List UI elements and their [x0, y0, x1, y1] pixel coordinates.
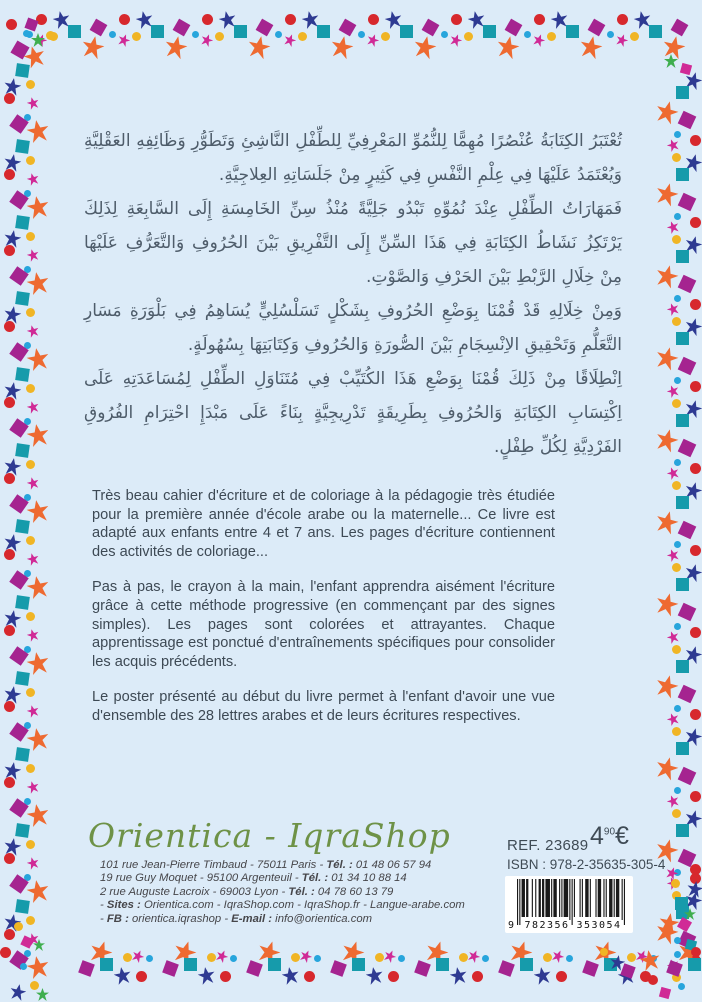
- confetti-circle-icon: [472, 971, 483, 982]
- confetti-circle-icon: [26, 384, 35, 393]
- confetti-square-icon: [676, 660, 689, 673]
- confetti-star-icon: [197, 966, 217, 986]
- confetti-square-icon: [436, 958, 449, 971]
- confetti-circle-icon: [4, 93, 15, 104]
- confetti-circle-icon: [30, 981, 39, 990]
- arabic-description: [84, 124, 622, 464]
- confetti-star-icon: [113, 966, 133, 986]
- confetti-star-icon: [26, 552, 41, 567]
- address-line: - Sites : Orientica.com - IqraShop.com - IqraShop.fr - Langue-arabe.com: [100, 899, 465, 912]
- price-whole: 4: [590, 822, 604, 850]
- address-line: 19 rue Guy Moquet - 95100 Argenteuil - Tél. : 01 34 10 88 14: [100, 872, 407, 885]
- arabic-paragraph-4: اِنْطِلَاقًا مِنْ ذَلِكَ قُمْنَا بِوَضْعِ هَذَا الكُتَيِّبْ فِي مُتَنَاوَلِ الطِّفْلِ لِمُسَاعَدَتِهِ عَلَى اِكْتِسَابِ الكِتَابَةِ وَالحُرُوفِ بِطَرِيقَةٍ تَدْرِيجِيَّةٍ بِنَاءً عَلَى مَبْدَإِ احْتِرَامِ الفُرُوقِ الفَرْدِيَّةِ لِكُلِّ طِفْلٍ.: [84, 369, 622, 457]
- confetti-circle-icon: [4, 169, 15, 180]
- confetti-circle-icon: [600, 948, 608, 956]
- confetti-square-icon: [676, 496, 689, 509]
- confetti-square-icon: [520, 958, 533, 971]
- confetti-circle-icon: [672, 645, 681, 654]
- confetti-diamond-icon: [678, 521, 697, 540]
- confetti-star-icon: [281, 966, 301, 986]
- confetti-star-icon: [495, 34, 521, 60]
- confetti-star-icon: [665, 793, 680, 808]
- confetti-circle-icon: [459, 953, 468, 962]
- confetti-square-icon: [352, 958, 365, 971]
- confetti-circle-icon: [674, 951, 681, 958]
- confetti-circle-icon: [690, 217, 701, 228]
- confetti-circle-icon: [4, 929, 15, 940]
- confetti-star-icon: [654, 673, 681, 700]
- confetti-star-icon: [36, 988, 49, 1001]
- confetti-circle-icon: [388, 971, 399, 982]
- confetti-diamond-icon: [582, 960, 599, 977]
- barcode-digit-lead: 9: [508, 920, 516, 931]
- confetti-circle-icon: [26, 460, 35, 469]
- confetti-circle-icon: [534, 14, 545, 25]
- confetti-diamond-icon: [505, 19, 523, 37]
- confetti-circle-icon: [285, 14, 296, 25]
- confetti-circle-icon: [648, 975, 658, 985]
- barcode-digit-group1: 782356: [524, 920, 570, 931]
- arabic-paragraph-2: فَمَهَارَاتُ الطِّفْلِ عِنْدَ نُمُوِّهِ تَبْدُو جَلِيَّةً مُنْذُ سِنِّ الخَامِسَةِ إِلَى السَّابِعَةِ لِذَلِكَ يَرْتَكِزُ نَشَاطُ الكِتَابَةِ فِي هَذَا السِّنِّ إِلَى التَّفْرِيقِ بَيْنَ الحُرُوفِ وَالتَّعَرُّفِ عَلَيْهَا مِنْ خِلَالِ الرَّبْطِ بَيْنَ الحَرْفِ وَالصَّوْتِ.: [84, 199, 622, 287]
- confetti-star-icon: [550, 948, 566, 964]
- confetti-circle-icon: [230, 955, 237, 962]
- confetti-circle-icon: [207, 953, 216, 962]
- confetti-square-icon: [100, 958, 113, 971]
- confetti-circle-icon: [0, 947, 11, 958]
- confetti-star-icon: [449, 966, 469, 986]
- confetti-star-icon: [365, 966, 385, 986]
- confetti-circle-icon: [672, 235, 681, 244]
- confetti-diamond-icon: [414, 960, 431, 977]
- confetti-star-icon: [26, 400, 41, 415]
- confetti-circle-icon: [672, 809, 681, 818]
- confetti-square-icon: [676, 332, 689, 345]
- confetti-star-icon: [665, 629, 680, 644]
- confetti-star-icon: [9, 983, 28, 1002]
- confetti-star-icon: [654, 509, 681, 536]
- confetti-diamond-icon: [678, 193, 697, 212]
- confetti-circle-icon: [674, 377, 681, 384]
- confetti-diamond-icon: [678, 357, 697, 376]
- confetti-square-icon: [15, 139, 30, 154]
- confetti-circle-icon: [20, 963, 27, 970]
- confetti-square-icon: [676, 168, 689, 181]
- confetti-star-icon: [26, 856, 41, 871]
- address-line: 2 rue Auguste Lacroix - 69003 Lyon - Tél. : 04 78 60 13 79: [100, 885, 394, 898]
- confetti-diamond-icon: [162, 960, 179, 977]
- confetti-circle-icon: [314, 955, 321, 962]
- confetti-diamond-icon: [671, 19, 689, 37]
- confetti-star-icon: [665, 219, 680, 234]
- confetti-square-icon: [676, 824, 689, 837]
- confetti-star-icon: [654, 181, 681, 208]
- price-cents: 90: [603, 826, 616, 838]
- confetti-square-icon: [15, 823, 30, 838]
- confetti-circle-icon: [627, 953, 636, 962]
- confetti-star-icon: [664, 54, 678, 68]
- confetti-star-icon: [665, 711, 680, 726]
- confetti-diamond-icon: [498, 960, 515, 977]
- confetti-diamond-icon: [678, 767, 697, 786]
- confetti-star-icon: [448, 32, 463, 47]
- confetti-circle-icon: [375, 953, 384, 962]
- confetti-diamond-icon: [678, 439, 697, 458]
- confetti-star-icon: [26, 780, 41, 795]
- confetti-circle-icon: [690, 381, 701, 392]
- confetti-circle-icon: [674, 705, 681, 712]
- confetti-square-icon: [68, 25, 81, 38]
- confetti-circle-icon: [26, 840, 35, 849]
- publisher-logo: Orientica - IqraShop: [88, 816, 451, 855]
- confetti-star-icon: [665, 547, 680, 562]
- confetti-circle-icon: [674, 213, 681, 220]
- confetti-star-icon: [282, 32, 297, 47]
- confetti-circle-icon: [26, 612, 35, 621]
- confetti-circle-icon: [674, 541, 681, 548]
- confetti-star-icon: [654, 427, 681, 454]
- address-line: - FB : orientica.iqrashop - E-mail : info@orientica.com: [100, 912, 373, 925]
- confetti-star-icon: [661, 34, 687, 60]
- confetti-circle-icon: [136, 971, 147, 982]
- confetti-square-icon: [184, 958, 197, 971]
- confetti-square-icon: [15, 519, 30, 534]
- confetti-diamond-icon: [256, 19, 274, 37]
- confetti-circle-icon: [547, 32, 556, 41]
- confetti-star-icon: [80, 34, 106, 60]
- confetti-circle-icon: [441, 31, 448, 38]
- confetti-circle-icon: [26, 916, 35, 925]
- confetti-star-icon: [365, 32, 380, 47]
- confetti-star-icon: [665, 465, 680, 480]
- confetti-circle-icon: [690, 463, 701, 474]
- confetti-diamond-icon: [246, 960, 263, 977]
- confetti-circle-icon: [672, 481, 681, 490]
- confetti-star-icon: [116, 32, 131, 47]
- confetti-circle-icon: [674, 131, 681, 138]
- confetti-diamond-icon: [678, 275, 697, 294]
- french-paragraph-2: Pas à pas, le crayon à la main, l'enfant apprendra aisément l'écriture grâce à cette méthode progressive (en commençant par des signes simples). Les pages sont colorées et attrayantes. Chaque apprentissage est ponctué d'entraînements spécifiques pour consolider les acquis précédents.: [92, 579, 555, 670]
- confetti-circle-icon: [132, 32, 141, 41]
- confetti-circle-icon: [4, 473, 15, 484]
- confetti-circle-icon: [398, 955, 405, 962]
- confetti-circle-icon: [26, 156, 35, 165]
- confetti-circle-icon: [26, 308, 35, 317]
- confetti-star-icon: [665, 137, 680, 152]
- confetti-star-icon: [26, 248, 41, 263]
- confetti-circle-icon: [275, 31, 282, 38]
- confetti-star-icon: [531, 32, 546, 47]
- confetti-star-icon: [654, 345, 681, 372]
- confetti-square-icon: [151, 25, 164, 38]
- confetti-circle-icon: [690, 791, 701, 802]
- confetti-star-icon: [26, 628, 41, 643]
- confetti-diamond-icon: [678, 685, 697, 704]
- confetti-circle-icon: [304, 971, 315, 982]
- confetti-star-icon: [130, 948, 146, 964]
- confetti-circle-icon: [6, 19, 17, 30]
- confetti-circle-icon: [674, 459, 681, 466]
- confetti-square-icon: [15, 747, 30, 762]
- confetti-star-icon: [163, 34, 189, 60]
- confetti-circle-icon: [291, 953, 300, 962]
- confetti-star-icon: [298, 948, 314, 964]
- confetti-star-icon: [533, 966, 553, 986]
- confetti-circle-icon: [26, 536, 35, 545]
- french-paragraph-3: Le poster présenté au début du livre permet à l'enfant d'avoir une vue d'ensemble des 28 lettres arabes et de leurs écritures respectives.: [92, 689, 555, 724]
- confetti-star-icon: [638, 948, 661, 971]
- confetti-square-icon: [649, 25, 662, 38]
- confetti-circle-icon: [202, 14, 213, 25]
- confetti-square-icon: [15, 63, 30, 78]
- confetti-circle-icon: [674, 937, 681, 944]
- confetti-circle-icon: [4, 625, 15, 636]
- confetti-circle-icon: [119, 14, 130, 25]
- confetti-circle-icon: [690, 299, 701, 310]
- confetti-circle-icon: [220, 971, 231, 982]
- confetti-circle-icon: [672, 153, 681, 162]
- confetti-circle-icon: [556, 971, 567, 982]
- confetti-circle-icon: [109, 31, 116, 38]
- confetti-square-icon: [15, 291, 30, 306]
- confetti-diamond-icon: [173, 19, 191, 37]
- confetti-circle-icon: [672, 563, 681, 572]
- confetti-star-icon: [665, 383, 680, 398]
- confetti-square-icon: [15, 215, 30, 230]
- price: [590, 822, 629, 851]
- confetti-circle-icon: [691, 947, 701, 957]
- confetti-star-icon: [654, 263, 681, 290]
- confetti-circle-icon: [26, 232, 35, 241]
- reference-number: REF. 23689: [507, 837, 589, 854]
- confetti-circle-icon: [215, 32, 224, 41]
- confetti-square-icon: [676, 578, 689, 591]
- confetti-circle-icon: [672, 399, 681, 408]
- confetti-circle-icon: [690, 627, 701, 638]
- confetti-star-icon: [412, 34, 438, 60]
- confetti-circle-icon: [26, 688, 35, 697]
- confetti-circle-icon: [464, 32, 473, 41]
- confetti-star-icon: [246, 34, 272, 60]
- confetti-circle-icon: [123, 953, 132, 962]
- confetti-star-icon: [665, 301, 680, 316]
- confetti-star-icon: [466, 948, 482, 964]
- confetti-star-icon: [199, 32, 214, 47]
- confetti-diamond-icon: [680, 63, 692, 75]
- confetti-star-icon: [578, 34, 604, 60]
- confetti-circle-icon: [543, 953, 552, 962]
- confetti-square-icon: [15, 595, 30, 610]
- confetti-circle-icon: [146, 955, 153, 962]
- confetti-circle-icon: [566, 955, 573, 962]
- barcode-digit-group2: 353054: [576, 920, 622, 931]
- confetti-diamond-icon: [677, 917, 692, 932]
- confetti-circle-icon: [671, 879, 680, 888]
- confetti-square-icon: [676, 250, 689, 263]
- confetti-circle-icon: [617, 14, 628, 25]
- confetti-star-icon: [614, 32, 629, 47]
- isbn: ISBN : 978-2-35635-305-4: [507, 857, 666, 872]
- confetti-square-icon: [688, 958, 701, 971]
- confetti-star-icon: [26, 324, 41, 339]
- confetti-diamond-icon: [339, 19, 357, 37]
- confetti-circle-icon: [451, 14, 462, 25]
- confetti-square-icon: [15, 367, 30, 382]
- confetti-circle-icon: [524, 31, 531, 38]
- confetti-circle-icon: [46, 31, 55, 40]
- confetti-circle-icon: [674, 787, 681, 794]
- confetti-diamond-icon: [588, 19, 606, 37]
- arabic-paragraph-1: تُعْتَبَرُ الكِتَابَةُ عُنْصُرًا مُهِمًّا لِلنُّمُوِّ المَعْرِفِيِّ لِلطِّفْلِ النَّاشِئِ وَتَطَوُّرِ وَظَائِفِهِ العَقْلِيَّةِ وَيُعْتَمَدُ عَلَيْهَا فِي عِلْمِ النَّفْسِ فِي كَثِيرٍ مِنْ جَلَسَاتِهِ العِلاجِيَّةِ.: [84, 131, 622, 185]
- confetti-circle-icon: [607, 31, 614, 38]
- confetti-circle-icon: [4, 397, 15, 408]
- confetti-diamond-icon: [678, 111, 697, 130]
- confetti-circle-icon: [4, 321, 15, 332]
- confetti-square-icon: [676, 414, 689, 427]
- confetti-circle-icon: [690, 135, 701, 146]
- confetti-star-icon: [654, 591, 681, 618]
- confetti-circle-icon: [672, 317, 681, 326]
- price-currency: €: [615, 822, 629, 850]
- confetti-square-icon: [268, 958, 281, 971]
- confetti-circle-icon: [26, 764, 35, 773]
- confetti-star-icon: [25, 954, 50, 979]
- confetti-circle-icon: [482, 955, 489, 962]
- confetti-diamond-icon: [422, 19, 440, 37]
- confetti-circle-icon: [690, 709, 701, 720]
- confetti-circle-icon: [4, 853, 15, 864]
- confetti-square-icon: [483, 25, 496, 38]
- confetti-square-icon: [234, 25, 247, 38]
- confetti-circle-icon: [690, 864, 701, 875]
- confetti-circle-icon: [672, 727, 681, 736]
- confetti-star-icon: [26, 704, 41, 719]
- confetti-diamond-icon: [678, 603, 697, 622]
- confetti-circle-icon: [368, 14, 379, 25]
- confetti-square-icon: [317, 25, 330, 38]
- confetti-circle-icon: [23, 30, 30, 37]
- confetti-square-icon: [675, 897, 688, 910]
- confetti-circle-icon: [26, 80, 35, 89]
- confetti-circle-icon: [674, 623, 681, 630]
- arabic-paragraph-3: وَمِنْ خِلَالِهِ قَدْ قُمْنَا بِوَضْعِ الحُرُوفِ بِشَكْلٍ تَسَلْسُلِيٍّ يُسَاهِمُ فِي بَلْوَرَةِ مَسَارِ التَّعَلُّمِ وَتَحْقِيقِ الاِنْسِجَامِ بَيْنَ الصُّورَةِ وَالحُرُوفِ وَكِتَابَتِهَا بِسُهُولَةٍ.: [84, 301, 622, 355]
- confetti-diamond-icon: [330, 960, 347, 977]
- barcode: [505, 876, 633, 933]
- confetti-circle-icon: [192, 31, 199, 38]
- confetti-circle-icon: [4, 245, 15, 256]
- confetti-circle-icon: [381, 32, 390, 41]
- confetti-circle-icon: [674, 295, 681, 302]
- confetti-star-icon: [329, 34, 355, 60]
- confetti-star-icon: [26, 96, 41, 111]
- confetti-square-icon: [15, 671, 30, 686]
- confetti-diamond-icon: [90, 19, 108, 37]
- confetti-square-icon: [676, 742, 689, 755]
- publisher-contact-info: [100, 859, 465, 926]
- confetti-circle-icon: [298, 32, 307, 41]
- confetti-star-icon: [26, 476, 41, 491]
- confetti-circle-icon: [358, 31, 365, 38]
- barcode-bars: [517, 879, 625, 925]
- french-description: [92, 487, 555, 743]
- confetti-star-icon: [654, 99, 681, 126]
- confetti-square-icon: [676, 86, 689, 99]
- address-line: 101 rue Jean-Pierre Timbaud - 75011 Paris - Tél. : 01 48 06 57 94: [100, 859, 432, 871]
- confetti-square-icon: [15, 899, 30, 914]
- confetti-square-icon: [566, 25, 579, 38]
- confetti-circle-icon: [4, 701, 15, 712]
- confetti-circle-icon: [678, 983, 685, 990]
- confetti-circle-icon: [4, 777, 15, 788]
- confetti-circle-icon: [4, 549, 15, 560]
- confetti-diamond-icon: [659, 987, 671, 999]
- confetti-star-icon: [214, 948, 230, 964]
- confetti-circle-icon: [630, 32, 639, 41]
- confetti-diamond-icon: [78, 960, 95, 977]
- confetti-star-icon: [654, 755, 681, 782]
- confetti-star-icon: [26, 172, 41, 187]
- confetti-circle-icon: [14, 922, 23, 931]
- confetti-star-icon: [382, 948, 398, 964]
- confetti-square-icon: [15, 443, 30, 458]
- french-paragraph-1: Très beau cahier d'écriture et de coloriage à la pédagogie très étudiée pour la première année d'école arabe ou la maternelle... Ce livre est adapté aux enfants entre 4 et 7 ans. Les pages d'écriture contiennent des activités de coloriage...: [92, 488, 555, 560]
- confetti-circle-icon: [690, 545, 701, 556]
- confetti-square-icon: [400, 25, 413, 38]
